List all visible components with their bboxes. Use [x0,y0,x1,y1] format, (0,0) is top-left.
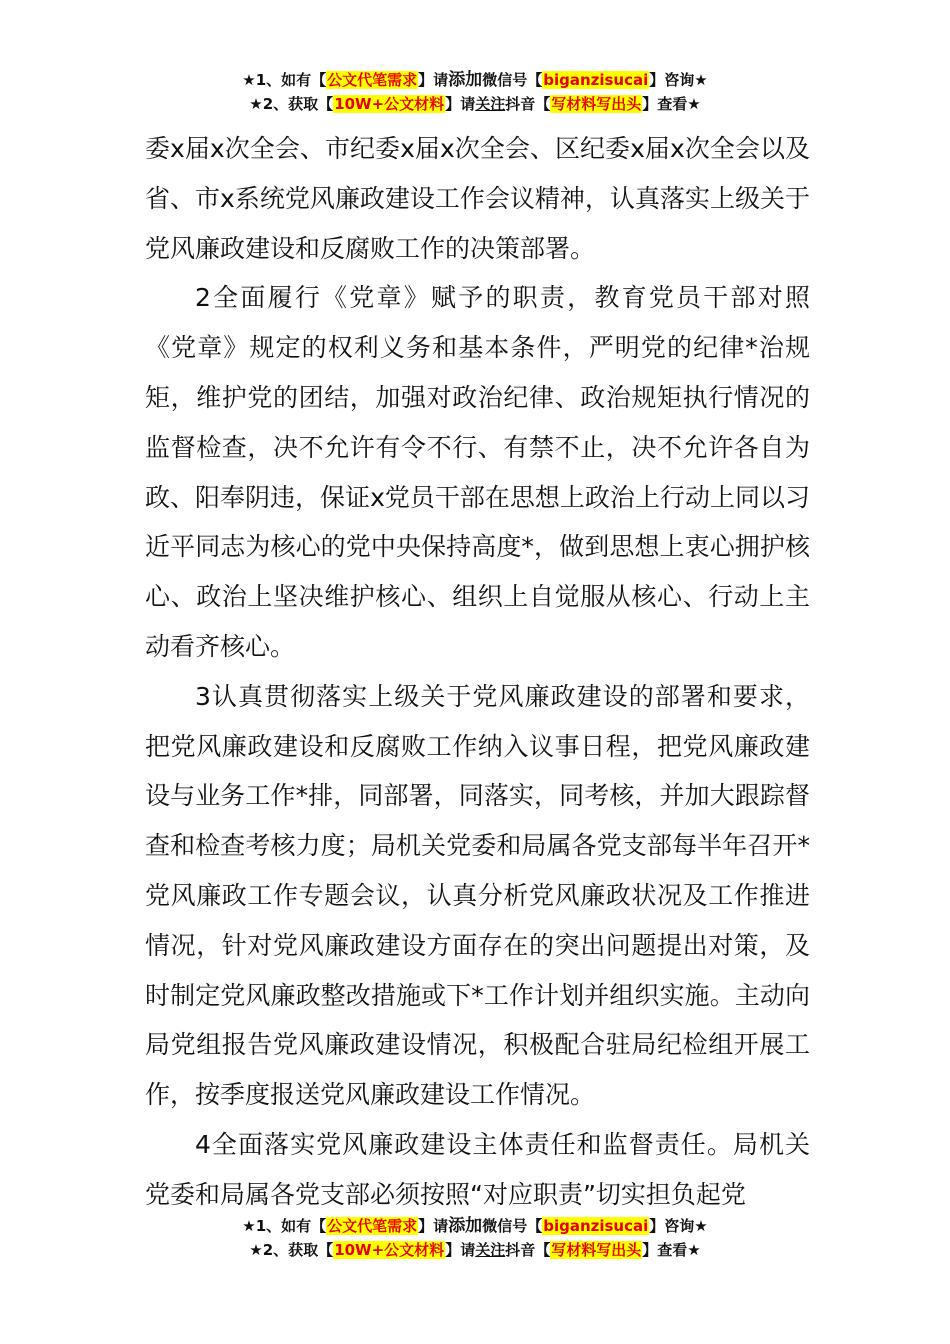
banner-text: 微信号【 [482,1217,543,1235]
banner-text: 添加 [448,70,483,90]
banner-text: 】请 [418,71,449,89]
highlight-wechat-id: biganzisucai [543,71,649,89]
banner-line-1 [0,1214,950,1238]
banner-text: 】咨询★ [649,71,708,89]
highlight-service: 公文代笔需求 [327,71,418,89]
paragraph-1: 委x届x次全会、市纪委x届x次全会、区纪委x届x次全会以及省、市x系统党风廉政建设工作会议精神，认真落实上级关于党风廉政建设和反腐败工作的决策部署。 [145,134,810,263]
banner-line-1 [0,68,950,92]
banner-text: 】请 [418,1217,449,1235]
banner-text: 关注 [475,1241,506,1259]
highlight-materials: 10W+公文材料 [334,95,445,113]
banner-text: 】查看★ [642,1241,701,1259]
footer-banner [0,1214,950,1262]
banner-text: 】查看★ [642,95,701,113]
banner-text: 添加 [448,1216,483,1236]
header-banner [0,68,950,116]
banner-line-2 [0,1238,950,1262]
highlight-service: 公文代笔需求 [327,1217,418,1235]
highlight-wechat-id: biganzisucai [543,1217,649,1235]
banner-text: 抖音【 [505,1241,551,1259]
highlight-douyin-account: 写材料写出头 [551,1241,642,1259]
banner-text: 抖音【 [505,95,551,113]
banner-text: ★1、如有【 [242,1217,327,1235]
banner-text: ★2、获取【 [249,1241,334,1259]
paragraph-4: 4全面落实党风廉政建设主体责任和监督责任。局机关党委和局属各党支部必须按照“对应职责”切实担负起党 [145,1129,810,1209]
banner-text: ★1、如有【 [242,71,327,89]
paragraph-3: 3认真贯彻落实上级关于党风廉政建设的部署和要求，把党风廉政建设和反腐败工作纳入议事日程，把党风廉政建设与业务工作*排，同部署，同落实，同考核，并加大跟踪督查和检查考核力度；局机关党委和局属各党支部每半年召开*党风廉政工作专题会议，认真分析党风廉政状况及工作推进情况，针对党风廉政建设方面存在的突出问题提出对策，及时制定党风廉政整改措施或下*工作计划并组织实施。主动向局党组报告党风廉政建设情况，积极配合驻局纪检组开展工作，按季度报送党风廉政建设工作情况。 [145,681,810,1110]
banner-text: 】咨询★ [649,1217,708,1235]
highlight-douyin-account: 写材料写出头 [551,95,642,113]
paragraph-2: 2全面履行《党章》赋予的职责，教育党员干部对照《党章》规定的权利义务和基本条件，严明党的纪律*治规矩，维护党的团结，加强对政治纪律、政治规矩执行情况的监督检查，决不允许有令不行、有禁不止，决不允许各自为政、阳奉阴违，保证x党员干部在思想上政治上行动上同以习近平同志为核心的党中央保持高度*，做到思想上衷心拥护核心、政治上坚决维护核心、组织上自觉服从核心、行动上主动看齐核心。 [145,283,810,661]
banner-line-2 [0,92,950,116]
banner-text: ★2、获取【 [249,95,334,113]
banner-text: 关注 [475,95,506,113]
banner-text: 】请 [445,1241,476,1259]
document-body [145,124,810,1220]
banner-text: 】请 [445,95,476,113]
highlight-materials: 10W+公文材料 [334,1241,445,1259]
banner-text: 微信号【 [482,71,543,89]
